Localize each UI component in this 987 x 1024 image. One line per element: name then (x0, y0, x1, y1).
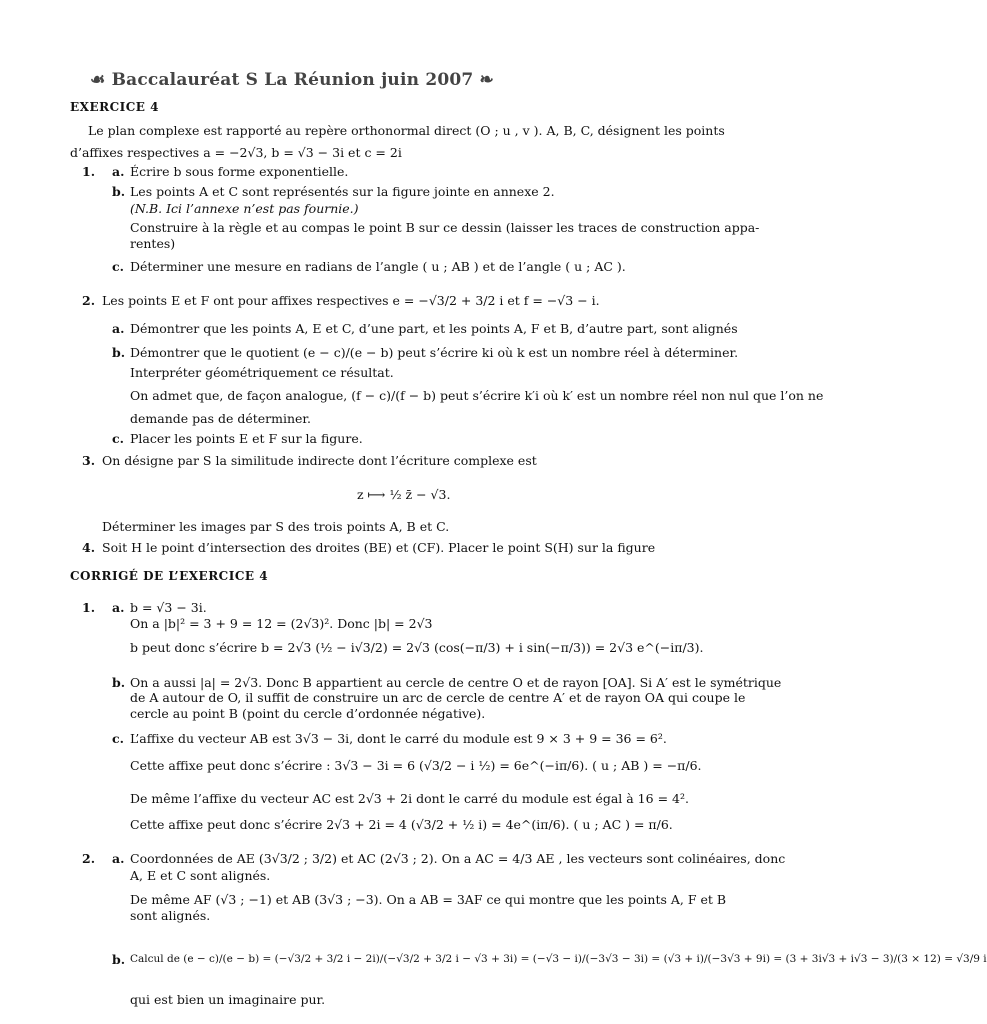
question-1c-text: Déterminer une mesure en radians de l’angle ( u ; AB ) et de l’angle ( u ; AC ). (130, 259, 626, 274)
question-2b-line-3: On admet que, de façon analogue, (f − c)/(f − b) peut s’écrire k′i où k′ est un nombre réel non nul que l’on ne (130, 388, 824, 403)
answer-2b-label: b. (112, 952, 126, 967)
answer-1c-line-1: L’affixe du vecteur AB est 3√3 − 3i, dont le carré du module est 9 × 3 + 9 = 36 = 6². (130, 731, 667, 746)
question-1a-label: a. (112, 164, 125, 179)
question-1b-label: b. (112, 184, 126, 199)
answer-2a-line-2: A, E et C sont alignés. (130, 868, 271, 883)
question-3-number: 3. (82, 453, 96, 468)
question-4-text: Soit H le point d’intersection des droites (BE) et (CF). Placer le point S(H) sur la figure (102, 540, 656, 555)
question-2a-label: a. (112, 321, 125, 336)
question-3-formula: z ⟼ ½ z̄ − √3. (357, 487, 451, 502)
answer-1a-label: a. (112, 600, 125, 615)
question-1c-label: c. (112, 259, 124, 274)
answer-1a-line-2: On a |b|² = 3 + 9 = 12 = (2√3)². Donc |b| = 2√3 (130, 616, 433, 631)
answer-1b-line-2: de A autour de O, il suffit de construire un arc de cercle de centre A′ et de rayon OA qui coupe le (130, 690, 746, 705)
question-2-text: Les points E et F ont pour affixes respectives e = −√3/2 + 3/2 i et f = −√3 − i. (102, 293, 600, 308)
answer-2a-label: a. (112, 851, 125, 866)
answer-1c-label: c. (112, 731, 124, 746)
question-2b-line-1: Démontrer que le quotient (e − c)/(e − b) peut s’écrire ki où k est un nombre réel à déterminer. (130, 345, 739, 360)
answer-2b-line-2: qui est bien un imaginaire pur. (130, 992, 326, 1007)
intro-line-2: d’affixes respectives a = −2√3, b = √3 − 3i et c = 2i (70, 145, 402, 160)
answer-1b-line-1: On a aussi |a| = 2√3. Donc B appartient au cercle de centre O et de rayon [OA]. Si A′ est le symétrique (130, 675, 782, 690)
ornament-right-icon: ❧ (473, 70, 495, 90)
exercise-heading: EXERCICE 4 (70, 100, 159, 114)
answer-1a-line-3: b peut donc s’écrire b = 2√3 (½ − i√3/2) = 2√3 (cos(−π/3) + i sin(−π/3)) = 2√3 e^(−iπ/3). (130, 640, 704, 655)
question-3-line-2: Déterminer les images par S des trois points A, B et C. (102, 519, 450, 534)
question-1b-line-4: rentes) (130, 236, 176, 251)
answer-2a-line-3: De même AF (√3 ; −1) et AB (3√3 ; −3). On a AB = 3AF ce qui montre que les points A, F et B (130, 892, 727, 907)
answer-1b-label: b. (112, 675, 126, 690)
ornament-left-icon: ☙ (90, 70, 112, 90)
answer-2a-line-4: sont alignés. (130, 908, 211, 923)
answer-2-number: 2. (82, 851, 96, 866)
answer-1c-line-4: Cette affixe peut donc s’écrire 2√3 + 2i = 4 (√3/2 + ½ i) = 4e^(iπ/6). ( u ; AC ) = π/6. (130, 817, 673, 832)
title-text: Baccalauréat S La Réunion juin 2007 (111, 70, 474, 90)
question-2c-text: Placer les points E et F sur la figure. (130, 431, 363, 446)
answer-2a-line-1: Coordonnées de AE (3√3/2 ; 3/2) et AC (2√3 ; 2). On a AC = 4/3 AE , les vecteurs sont colinéaires, donc (130, 851, 786, 866)
intro-line-1: Le plan complexe est rapporté au repère orthonormal direct (O ; u , v ). A, B, C, désignent les points (88, 123, 725, 138)
answer-1c-line-2: Cette affixe peut donc s’écrire : 3√3 − 3i = 6 (√3/2 − i ½) = 6e^(−iπ/6). ( u ; AB ) = −π/6. (130, 758, 702, 773)
answer-1c-line-3: De même l’affixe du vecteur AC est 2√3 + 2i dont le carré du module est égal à 16 = 4². (130, 791, 689, 806)
question-2-number: 2. (82, 293, 96, 308)
question-1b-line-1: Les points A et C sont représentés sur la figure jointe en annexe 2. (130, 184, 555, 199)
question-2a-text: Démontrer que les points A, E et C, d’une part, et les points A, F et B, d’autre part, sont alignés (130, 321, 738, 336)
question-2b-label: b. (112, 345, 126, 360)
question-2b-line-2: Interpréter géométriquement ce résultat. (130, 365, 394, 380)
question-1a-text: Écrire b sous forme exponentielle. (130, 164, 349, 179)
page-title (90, 70, 494, 90)
answer-1-number: 1. (82, 600, 96, 615)
question-4-number: 4. (82, 540, 96, 555)
answer-1a-line-1: b = √3 − 3i. (130, 600, 207, 615)
question-1b-line-3: Construire à la règle et au compas le point B sur ce dessin (laisser les traces de construction appa- (130, 220, 760, 235)
answer-2b-line-1: Calcul de (e − c)/(e − b) = (−√3/2 + 3/2 i − 2i)/(−√3/2 + 3/2 i − √3 + 3i) = (−√3 − i)/(−3√3 − 3i) = (√3 + i)/(−3√3 + 9i) = (3 + 3i√3 + i√3 − 3)/(3 × 12) = √3/9 i (130, 953, 987, 965)
question-2b-line-4: demande pas de déterminer. (130, 411, 312, 426)
question-1-number: 1. (82, 164, 96, 179)
corrige-heading: CORRIGÉ DE L’EXERCICE 4 (70, 569, 269, 583)
question-1b-line-2: (N.B. Ici l’annexe n’est pas fournie.) (130, 201, 359, 216)
question-2c-label: c. (112, 431, 124, 446)
question-3-text: On désigne par S la similitude indirecte dont l’écriture complexe est (102, 453, 537, 468)
answer-1b-line-3: cercle au point B (point du cercle d’ordonnée négative). (130, 706, 486, 721)
